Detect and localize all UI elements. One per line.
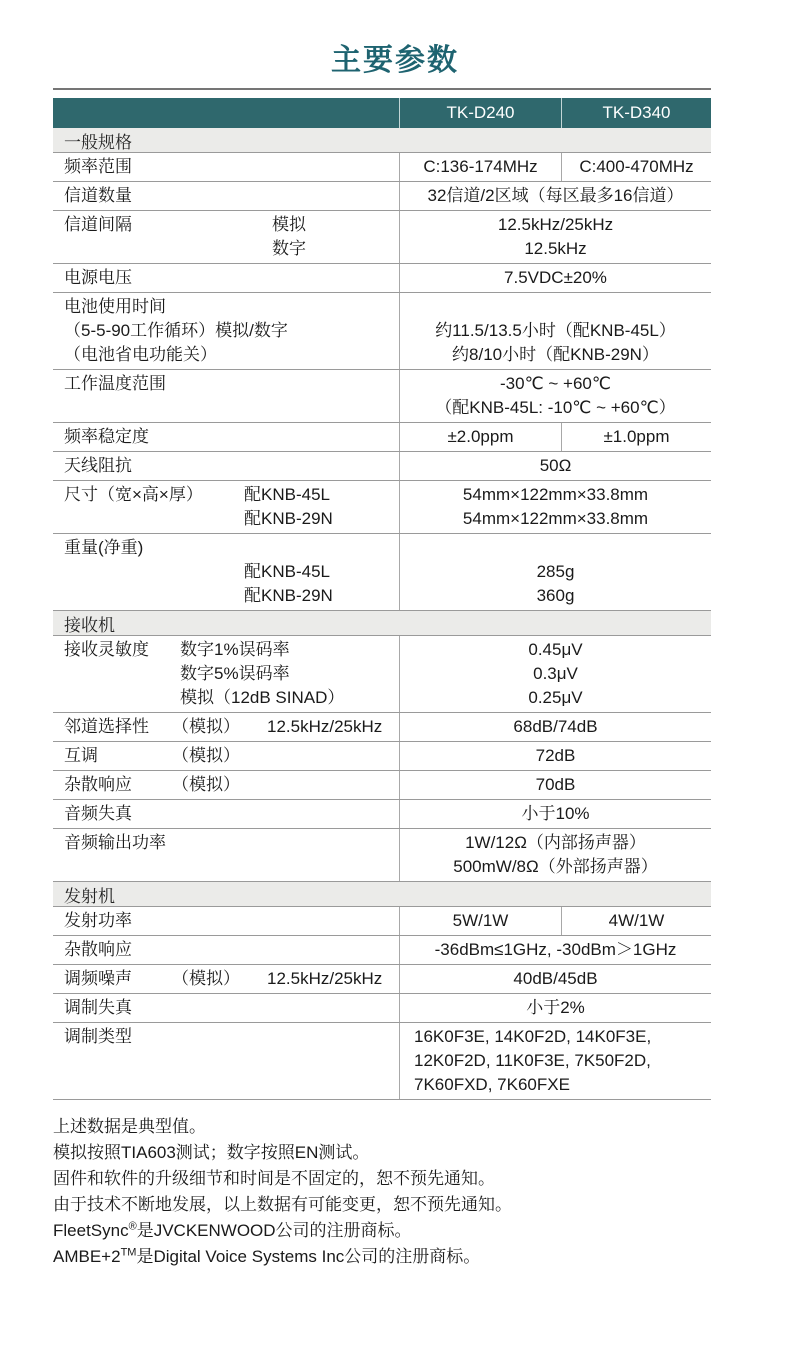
row-value: 7.5VDC±20% — [504, 268, 607, 287]
row-label — [53, 264, 399, 292]
row-value: 1W/12Ω（内部扬声器） — [465, 833, 646, 852]
table-row — [53, 370, 711, 423]
row-values — [399, 211, 711, 263]
row-label — [53, 370, 399, 422]
table-body — [53, 128, 711, 1100]
label-line — [53, 425, 399, 449]
row-label-part: 工作温度范围 — [64, 374, 166, 393]
row-label-part: （模拟） — [172, 746, 240, 765]
row-label-part: 配KNB-29N — [244, 586, 333, 605]
row-label-part: 重量(净重) — [64, 538, 144, 557]
row-label — [53, 800, 399, 828]
row-label — [53, 994, 399, 1022]
table-row — [53, 264, 711, 293]
table-header — [53, 98, 711, 128]
footnote-text: 模拟按照TIA603测试；数字按照EN测试。 — [53, 1143, 370, 1162]
row-label-part: 发射功率 — [64, 911, 132, 930]
row-label-part: （5-5-90工作循环）模拟/数字 — [64, 321, 288, 340]
row-value: C:400-470MHz — [561, 153, 711, 181]
row-value: C:136-174MHz — [423, 157, 538, 176]
table-row — [53, 907, 711, 936]
trademark-sup: ® — [128, 1220, 137, 1233]
row-values — [399, 452, 711, 480]
section-header: 发射机 — [53, 882, 711, 907]
row-value: 12.5kHz/25kHz — [497, 215, 614, 234]
table-row — [53, 936, 711, 965]
row-value: 40dB/45dB — [513, 969, 598, 988]
row-value: ±2.0ppm — [447, 427, 514, 446]
row-values — [399, 423, 711, 451]
row-value: 0.45μV — [528, 640, 583, 659]
row-values — [399, 636, 711, 712]
row-label — [53, 742, 399, 770]
row-values — [399, 742, 711, 770]
label-line — [53, 343, 399, 367]
label-line — [53, 1073, 399, 1097]
footnote-text: 由于技术不断地发展，以上数据有可能变更，恕不预先通知。 — [53, 1195, 512, 1214]
row-label-part: 频率范围 — [64, 157, 132, 176]
row-label — [53, 153, 399, 181]
label-line — [53, 295, 399, 319]
footnote-text: 是JVCKENWOOD公司的注册商标。 — [136, 1221, 412, 1240]
row-value: 4W/1W — [561, 907, 711, 935]
row-label-part: （模拟） — [172, 775, 240, 794]
label-line — [53, 319, 399, 343]
row-value: 500mW/8Ω（外部扬声器） — [453, 857, 658, 876]
label-line — [53, 184, 399, 208]
row-values — [399, 481, 711, 533]
row-values — [399, 936, 711, 964]
label-line — [53, 1025, 399, 1049]
label-line — [53, 483, 399, 507]
label-line — [53, 396, 399, 420]
row-value: 约8/10小时（配KNB-29N） — [452, 345, 659, 364]
row-label-part: 数字5%误码率 — [180, 664, 290, 683]
row-label — [53, 965, 399, 993]
row-values — [399, 829, 711, 881]
row-value: 360g — [536, 586, 575, 605]
row-label — [53, 211, 399, 263]
row-label — [53, 1023, 399, 1099]
table-row — [53, 182, 711, 211]
row-values — [399, 994, 711, 1022]
row-value: 12.5kHz — [524, 239, 587, 258]
label-line — [53, 155, 399, 179]
table-row — [53, 713, 711, 742]
row-value: -30℃ ~ +60℃ — [500, 374, 611, 393]
label-line — [53, 909, 399, 933]
row-value: 70dB — [535, 775, 576, 794]
table-row — [53, 1023, 711, 1100]
label-line — [53, 938, 399, 962]
row-label-part: 数字 — [272, 239, 306, 258]
row-label — [53, 829, 399, 881]
row-values — [399, 182, 711, 210]
row-values — [399, 293, 711, 369]
row-value — [400, 295, 711, 319]
table-row — [53, 211, 711, 264]
column-header-tk-d240: TK-D240 — [399, 98, 561, 128]
trademark-sup: TM — [120, 1246, 137, 1259]
label-line — [53, 773, 399, 797]
row-values — [399, 370, 711, 422]
label-line — [53, 662, 399, 686]
row-label — [53, 534, 399, 610]
section-header: 接收机 — [53, 611, 711, 636]
row-value: （配KNB-45L: -10℃ ~ +60℃） — [435, 398, 676, 417]
row-label — [53, 636, 399, 712]
row-value: 小于2% — [526, 998, 585, 1017]
row-value: 7K60FXD, 7K60FXE — [414, 1075, 570, 1094]
row-label-part: 信道数量 — [64, 186, 132, 205]
row-value: 32信道/2区域（每区最多16信道） — [427, 186, 684, 205]
spec-sheet-page — [0, 44, 790, 1355]
page-title: 主要参数 — [331, 44, 459, 77]
label-line — [53, 686, 399, 710]
row-value: 54mm×122mm×33.8mm — [462, 509, 649, 528]
table-row — [53, 965, 711, 994]
row-values — [399, 1023, 711, 1099]
label-line — [53, 536, 399, 560]
table-row — [53, 293, 711, 370]
row-label — [53, 423, 399, 451]
footnote-line — [53, 1114, 790, 1140]
label-line — [53, 996, 399, 1020]
footnote-text: AMBE+2 — [53, 1247, 121, 1266]
spec-table — [53, 98, 711, 1100]
row-label-part: 模拟（12dB SINAD） — [180, 688, 345, 707]
footnote-text: 固件和软件的升级细节和时间是不固定的，恕不预先通知。 — [53, 1169, 495, 1188]
label-line — [53, 560, 399, 584]
row-value: 小于10% — [521, 804, 590, 823]
table-row — [53, 994, 711, 1023]
row-label-part: 信道间隔 — [64, 215, 132, 234]
row-label-part: 杂散响应 — [64, 775, 132, 794]
row-label-part: 频率稳定度 — [64, 427, 149, 446]
label-line — [53, 213, 399, 237]
column-header-tk-d340: TK-D340 — [561, 98, 711, 128]
row-label-part: 配KNB-45L — [244, 562, 330, 581]
row-value: 12K0F2D, 11K0F3E, 7K50F2D, — [414, 1051, 651, 1070]
section-header: 一般规格 — [53, 128, 711, 153]
label-line — [53, 744, 399, 768]
table-row — [53, 534, 711, 611]
row-values — [399, 800, 711, 828]
row-value: 285g — [536, 562, 575, 581]
row-label-part: （模拟） — [172, 969, 240, 988]
row-value — [400, 536, 711, 560]
table-row — [53, 771, 711, 800]
row-value: 5W/1W — [452, 911, 509, 930]
footnote-text: 是Digital Voice Systems Inc公司的注册商标。 — [136, 1247, 481, 1266]
footnotes — [53, 1114, 790, 1270]
table-row — [53, 452, 711, 481]
row-values — [399, 907, 711, 935]
row-value: ±1.0ppm — [561, 423, 711, 451]
label-line — [53, 855, 399, 879]
row-label-part: 互调 — [64, 746, 98, 765]
row-label-part: （电池省电功能关） — [64, 345, 217, 364]
row-label-part: 12.5kHz/25kHz — [267, 717, 383, 736]
row-value: 约11.5/13.5小时（配KNB-45L） — [435, 321, 676, 340]
row-label-part: 杂散响应 — [64, 940, 132, 959]
row-values — [399, 264, 711, 292]
footnote-text: FleetSync — [53, 1221, 129, 1240]
title-divider — [53, 88, 711, 90]
row-value: 68dB/74dB — [513, 717, 598, 736]
footnote-text: 上述数据是典型值。 — [53, 1117, 206, 1136]
label-line — [53, 802, 399, 826]
footnote-line — [53, 1218, 790, 1244]
row-label-part: 电源电压 — [64, 268, 132, 287]
row-label-part: 配KNB-29N — [244, 509, 333, 528]
row-label-part: 天线阻抗 — [64, 456, 132, 475]
row-value: 16K0F3E, 14K0F2D, 14K0F3E, — [414, 1027, 652, 1046]
row-label — [53, 713, 399, 741]
label-line — [53, 237, 399, 261]
label-line — [53, 967, 399, 991]
row-label-part: 配KNB-45L — [244, 485, 330, 504]
row-label-part: 调频噪声 — [64, 969, 132, 988]
row-label-part: 调制类型 — [64, 1027, 132, 1046]
row-label — [53, 907, 399, 935]
row-label — [53, 182, 399, 210]
label-line — [53, 584, 399, 608]
label-line — [53, 831, 399, 855]
footnote-line — [53, 1166, 790, 1192]
row-label — [53, 452, 399, 480]
table-row — [53, 481, 711, 534]
row-label-part: 模拟 — [272, 215, 306, 234]
row-label — [53, 293, 399, 369]
row-value: 0.25μV — [528, 688, 583, 707]
row-value: 0.3μV — [533, 664, 578, 683]
table-row — [53, 636, 711, 713]
label-line — [53, 454, 399, 478]
row-value: 50Ω — [539, 456, 572, 475]
row-label-part: 电池使用时间 — [64, 297, 166, 316]
row-label — [53, 481, 399, 533]
row-label-part: 尺寸（宽×高×厚） — [64, 485, 203, 504]
row-value: 72dB — [535, 746, 576, 765]
header-spacer-cell — [53, 98, 399, 128]
row-label-part: （模拟） — [172, 717, 240, 736]
row-label-part: 邻道选择性 — [64, 717, 149, 736]
table-row — [53, 153, 711, 182]
table-row — [53, 829, 711, 882]
row-value: -36dBm≤1GHz, -30dBm＞1GHz — [434, 940, 677, 959]
footnote-line — [53, 1140, 790, 1166]
row-label-part: 12.5kHz/25kHz — [267, 969, 383, 988]
footnote-line — [53, 1192, 790, 1218]
row-label-part: 调制失真 — [64, 998, 132, 1017]
row-values — [399, 771, 711, 799]
label-line — [53, 715, 399, 739]
row-label-part: 数字1%误码率 — [180, 640, 290, 659]
row-values — [399, 534, 711, 610]
label-line — [53, 266, 399, 290]
row-values — [399, 153, 711, 181]
label-line — [53, 507, 399, 531]
row-label-part: 音频输出功率 — [64, 833, 166, 852]
row-label-part: 接收灵敏度 — [64, 640, 149, 659]
label-line — [53, 638, 399, 662]
label-line — [53, 1049, 399, 1073]
row-value: 54mm×122mm×33.8mm — [462, 485, 649, 504]
row-label-part: 音频失真 — [64, 804, 132, 823]
row-values — [399, 965, 711, 993]
row-values — [399, 713, 711, 741]
footnote-line — [53, 1244, 790, 1270]
row-label — [53, 771, 399, 799]
table-row — [53, 742, 711, 771]
table-row — [53, 423, 711, 452]
table-row — [53, 800, 711, 829]
row-label — [53, 936, 399, 964]
label-line — [53, 372, 399, 396]
